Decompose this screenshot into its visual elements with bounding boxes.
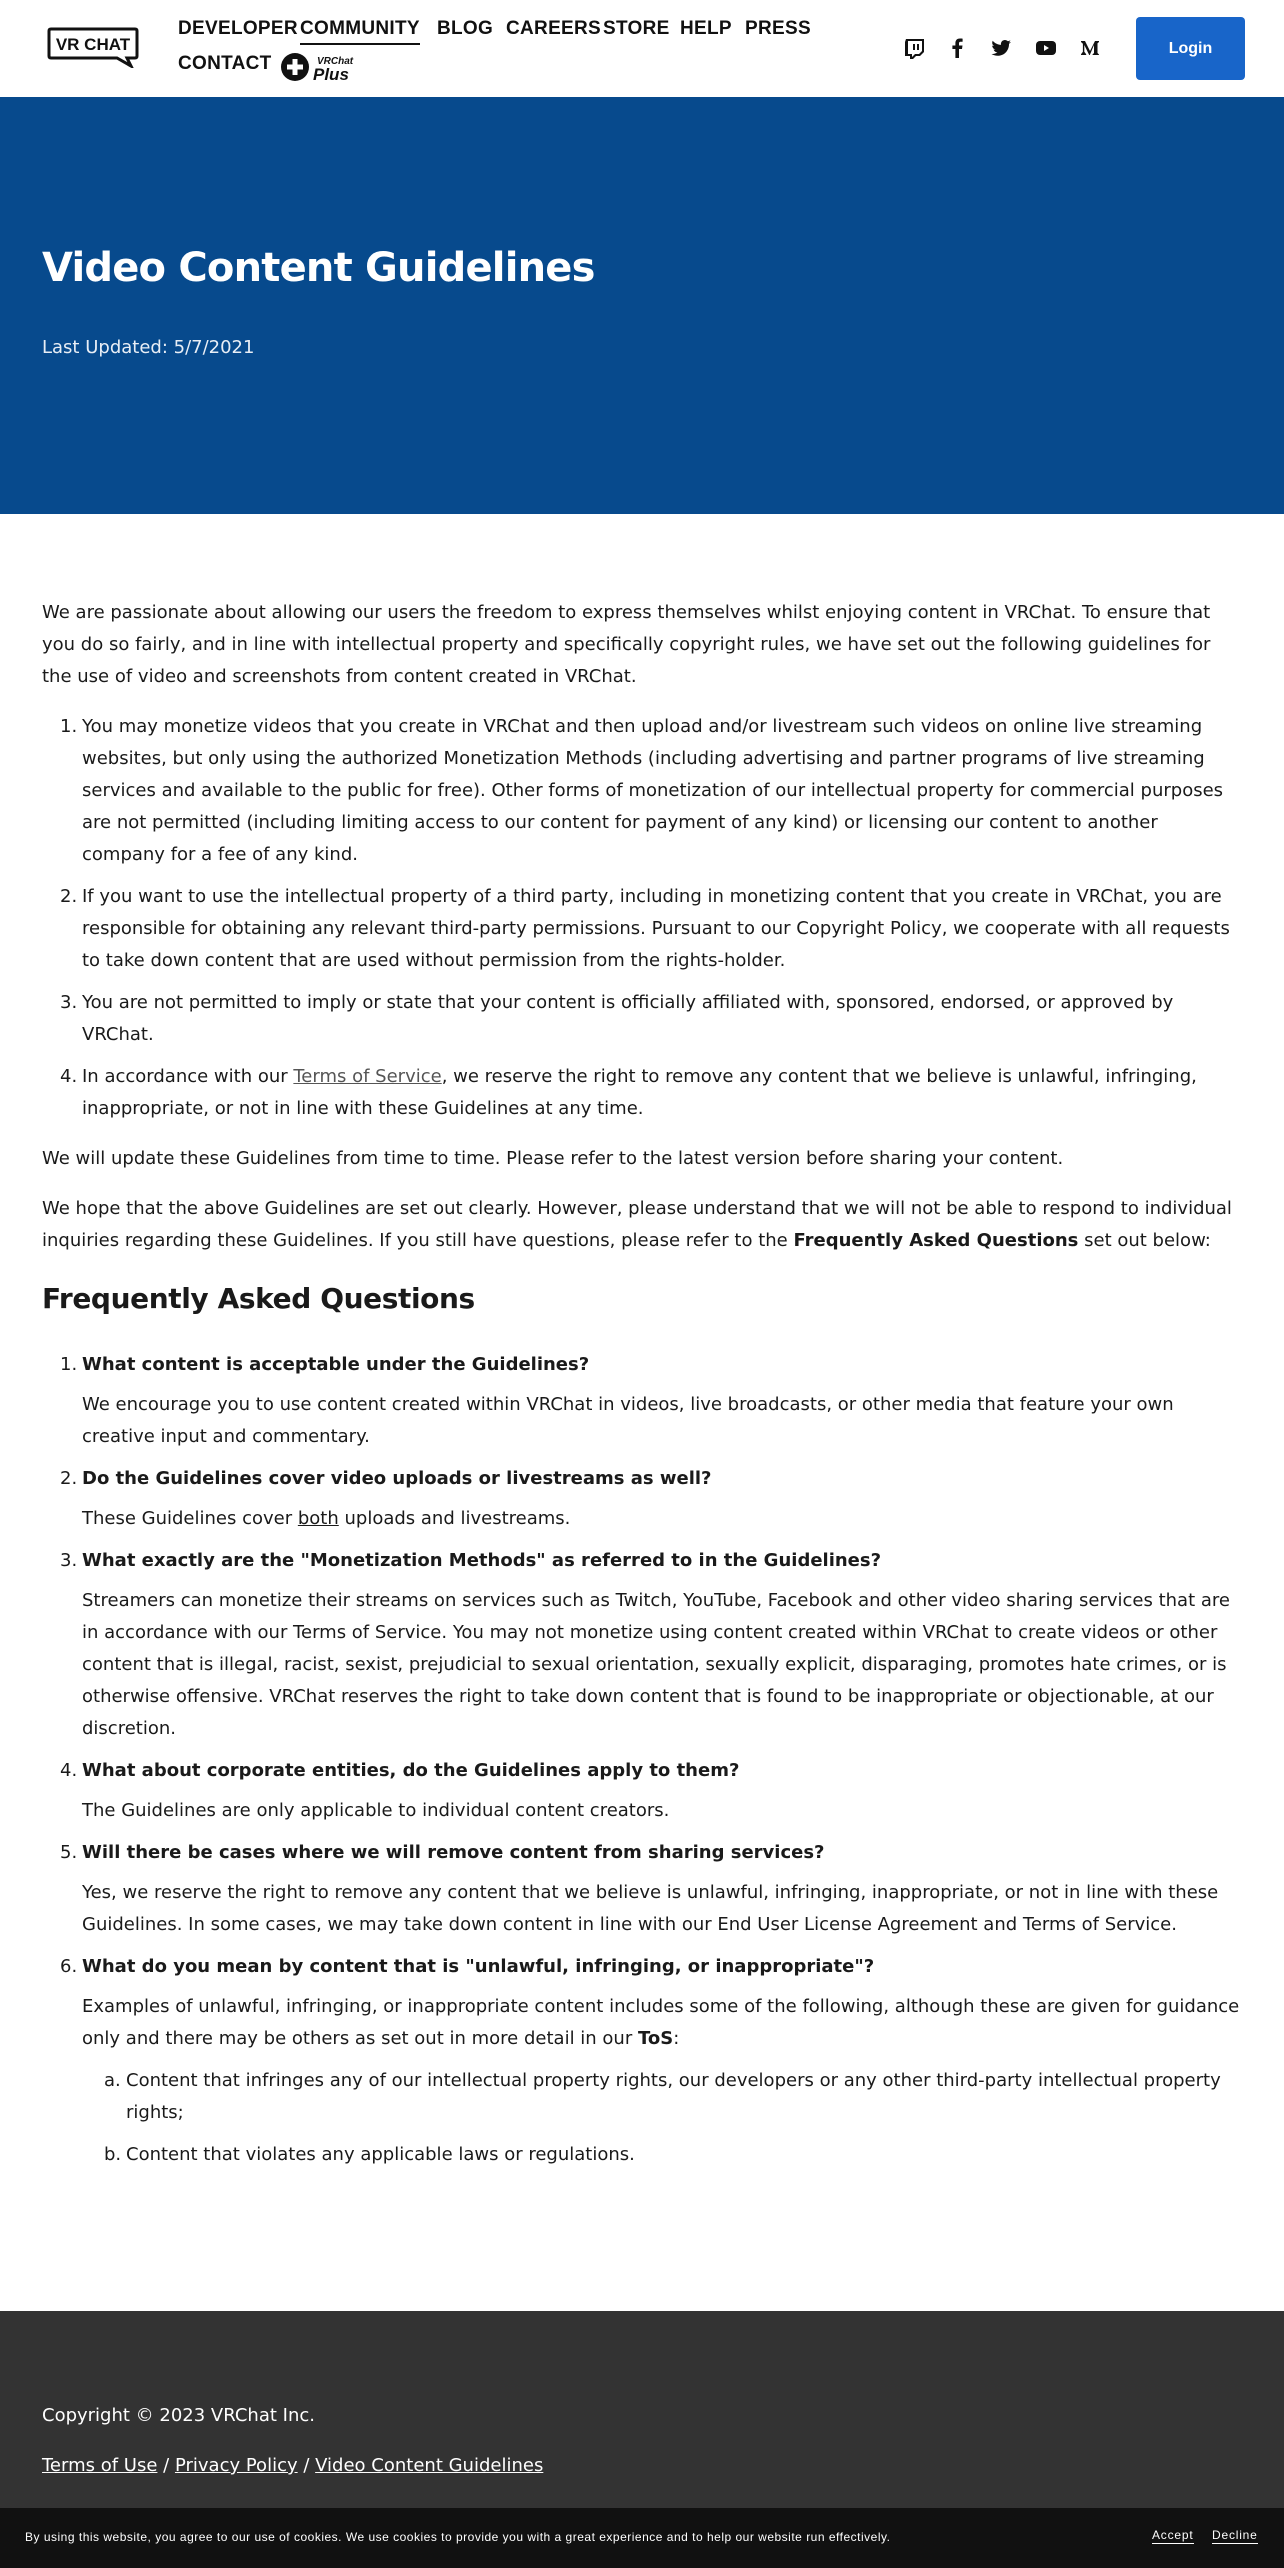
guideline-text: If you want to use the intellectual property of a third party, including in monetizing content that you create in VRChat, you are responsible for obtaining any relevant third-party permissions. Pursuant to our Copyright Policy, we cooperate with all requests to take down content that are used without permission from the rights-holder. — [82, 886, 1230, 971]
faq-answer-text-end: uploads and livestreams. — [338, 1508, 571, 1529]
guideline-item — [60, 987, 1242, 1051]
footer-links — [42, 2455, 543, 2476]
nav-store[interactable]: STORE — [603, 18, 670, 39]
copyright-text: Copyright © 2023 VRChat Inc. — [42, 2405, 315, 2426]
list-number: 3. — [60, 992, 78, 1013]
medium-icon[interactable] — [1078, 36, 1102, 60]
faq-answer-text: These Guidelines cover — [82, 1508, 298, 1529]
guideline-item — [60, 1061, 1242, 1125]
page-title: Video Content Guidelines — [42, 245, 595, 291]
faq-answer: We encourage you to use content created within VRChat in videos, live broadcasts, or other media that feature your own creative input and commentary. — [82, 1394, 1174, 1447]
cookie-accept-button[interactable]: Accept — [1152, 2528, 1194, 2542]
update-note: We will update these Guidelines from time to time. Please refer to the latest version before sharing your content. — [42, 1148, 1064, 1169]
guideline-text: You are not permitted to imply or state that your content is officially affiliated with, sponsored, endorsed, or approved by VRChat. — [82, 992, 1174, 1045]
faq-answer: Yes, we reserve the right to remove any content that we believe is unlawful, infringing, inappropriate, or not in line with these Guidelines. In some cases, we may take down content in line with our End User License Agreement and Terms of Service. — [82, 1882, 1219, 1935]
nav-press[interactable]: PRESS — [745, 18, 811, 39]
nav-blog[interactable]: BLOG — [437, 18, 494, 39]
cookie-banner — [0, 2508, 1284, 2568]
tos-bold: ToS — [637, 2028, 674, 2049]
nav-community[interactable]: COMMUNITY — [300, 18, 420, 39]
footer-separator: / — [297, 2455, 316, 2476]
list-number: 4. — [60, 1066, 78, 1087]
guideline-text: You may monetize videos that you create in VRChat and then upload and/or livestream such videos on online live streaming websites, but only using the authorized Monetization Methods (including advertising and partner programs of live streaming services and available to the public for free). Other forms of monetization of our intellectual property for commercial purposes are not permitted (including limiting access to our content for payment of any kind) or licensing our content to another company for a fee of any kind. — [82, 716, 1224, 865]
list-number: 1. — [60, 716, 78, 737]
faq-answer-underline: both — [297, 1508, 339, 1529]
faq-answer — [82, 1991, 1242, 2055]
video-content-guidelines-link[interactable]: Video Content Guidelines — [315, 2455, 544, 2476]
facebook-icon[interactable] — [945, 36, 969, 60]
nav-developer[interactable]: DEVELOPER — [178, 18, 298, 39]
faq-item — [60, 1349, 1242, 1453]
faq-question: What content is acceptable under the Guidelines? — [82, 1354, 590, 1375]
faq-question: What exactly are the "Monetization Methods" as referred to in the Guidelines? — [82, 1550, 882, 1571]
faq-answer: The Guidelines are only applicable to individual content creators. — [82, 1800, 670, 1821]
site-header — [0, 0, 1284, 97]
footer-separator: / — [157, 2455, 175, 2476]
plus-badge-bottom: Plus — [313, 65, 349, 83]
sublist-text: Content that infringes any of our intellectual property rights, our developers or any other third-party intellectual property rights; — [126, 2070, 1221, 2123]
faq-answer-text: Examples of unlawful, infringing, or inappropriate content includes some of the following, although these are given for guidance only and there may be others as set out in more detail in our — [82, 1996, 1240, 2049]
faq-intro-text: We hope that the above Guidelines are set out clearly. However, please understand that we will not be able to respond to individual inquiries regarding these Guidelines. If you still have questions, please refer to the — [42, 1198, 1232, 1251]
logo-text: VR CHAT — [55, 35, 131, 54]
cookie-message: By using this website, you agree to our use of cookies. We use cookies to provide you with a great experience and to help our website run effectively. — [25, 2530, 891, 2544]
faq-intro-bold: Frequently Asked Questions — [793, 1230, 1079, 1251]
list-number: 4. — [60, 1760, 78, 1781]
terms-of-use-link[interactable]: Terms of Use — [42, 2455, 158, 2476]
list-number: 2. — [60, 886, 78, 907]
guideline-item — [60, 881, 1242, 977]
sublist-item — [104, 2065, 1242, 2129]
list-number: 2. — [60, 1468, 78, 1489]
sublist-item — [104, 2139, 1242, 2171]
faq-answer — [82, 1503, 1242, 1535]
faq-item — [60, 1837, 1242, 1941]
list-number: 3. — [60, 1550, 78, 1571]
guidelines-list — [60, 711, 1242, 1125]
main-content — [42, 597, 1242, 2181]
faq-sublist — [104, 2065, 1242, 2171]
faq-answer-text-end: : — [673, 2028, 680, 2049]
faq-item — [60, 1545, 1242, 1745]
list-number: 5. — [60, 1842, 78, 1863]
vrchat-logo[interactable] — [47, 26, 139, 68]
nav-careers[interactable]: CAREERS — [506, 18, 602, 39]
list-number: 6. — [60, 1956, 78, 1977]
faq-answer: Streamers can monetize their streams on services such as Twitch, YouTube, Facebook and other video sharing services that are in accordance with our Terms of Service. You may not monetize using content created within VRChat to create videos or other content that is illegal, racist, sexist, prejudicial to sexual orientation, sexually explicit, disparaging, promotes hate crimes, or is otherwise offensive. VRChat reserves the right to take down content that is found to be inappropriate or objectionable, at our discretion. — [82, 1590, 1230, 1739]
list-number: 1. — [60, 1354, 78, 1375]
sublist-text: Content that violates any applicable laws or regulations. — [126, 2144, 635, 2165]
guideline-item — [60, 711, 1242, 871]
faq-heading: Frequently Asked Questions — [42, 1282, 475, 1315]
nav-contact[interactable]: CONTACT — [178, 53, 272, 74]
faq-question: Will there be cases where we will remove content from sharing services? — [82, 1842, 825, 1863]
privacy-policy-link[interactable]: Privacy Policy — [174, 2455, 298, 2476]
intro-paragraph: We are passionate about allowing our users the freedom to express themselves whilst enjoying content in VRChat. To ensure that you do so fairly, and in line with intellectual property and specifically copyright rules, we have set out the following guidelines for the use of video and screenshots from content created in VRChat. — [42, 602, 1211, 687]
guideline-text: In accordance with our — [82, 1066, 294, 1087]
last-updated: Last Updated: 5/7/2021 — [42, 337, 255, 358]
guideline-text: , we reserve the right to remove any content that we believe is unlawful, infringing, inappropriate, or not in line with these Guidelines at any time. — [82, 1066, 1197, 1119]
login-button[interactable]: Login — [1136, 17, 1245, 80]
sublist-letter: b. — [104, 2144, 122, 2165]
twitter-icon[interactable] — [989, 36, 1013, 60]
faq-item — [60, 1755, 1242, 1827]
nav-help[interactable]: HELP — [680, 18, 732, 39]
faq-question: What do you mean by content that is "unlawful, infringing, or inappropriate"? — [82, 1956, 875, 1977]
faq-list — [60, 1349, 1242, 2171]
faq-question: What about corporate entities, do the Guidelines apply to them? — [82, 1760, 740, 1781]
faq-intro-text-end: set out below: — [1078, 1230, 1211, 1251]
hero-banner — [0, 97, 1284, 514]
faq-item — [60, 1463, 1242, 1535]
faq-intro-paragraph — [42, 1193, 1242, 1257]
faq-item — [60, 1951, 1242, 2171]
terms-of-service-link[interactable]: Terms of Service — [293, 1066, 442, 1087]
plus-badge-top: VRChat — [317, 56, 354, 67]
cookie-decline-button[interactable]: Decline — [1212, 2528, 1258, 2542]
vrchat-plus-badge[interactable] — [279, 51, 359, 83]
sublist-letter: a. — [104, 2070, 121, 2091]
youtube-icon[interactable] — [1034, 36, 1058, 60]
twitch-icon[interactable] — [902, 36, 926, 60]
faq-question: Do the Guidelines cover video uploads or livestreams as well? — [82, 1468, 712, 1489]
